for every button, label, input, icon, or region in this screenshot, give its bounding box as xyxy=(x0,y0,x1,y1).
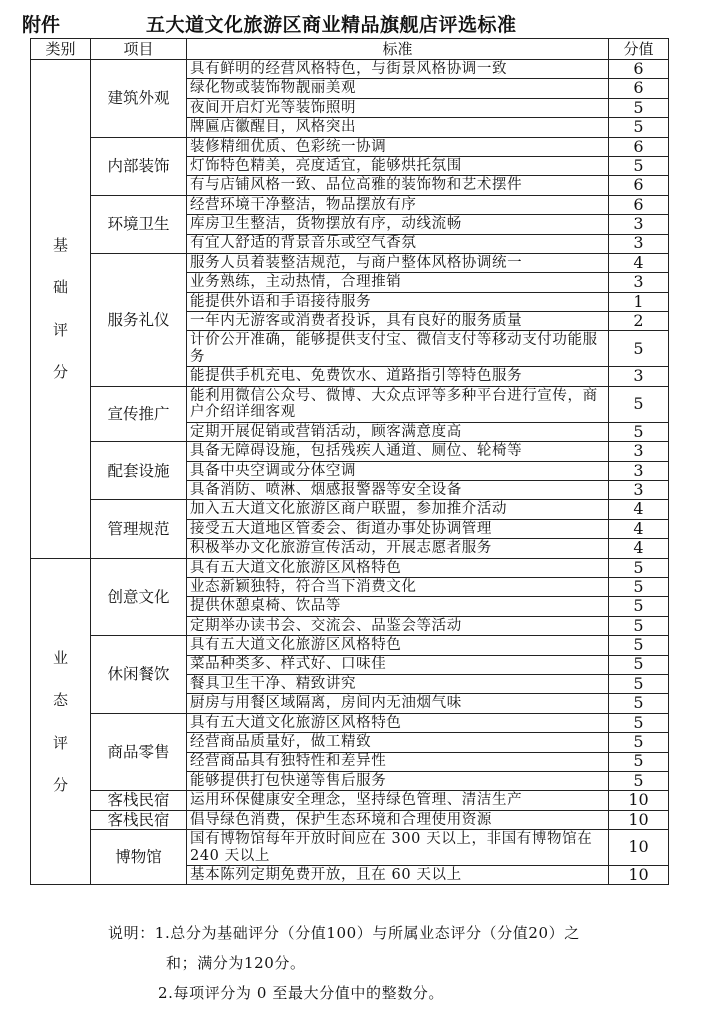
criteria-cell: 业务熟练，主动热情，合理推销 xyxy=(187,273,609,292)
score-cell: 10 xyxy=(609,830,669,866)
table-row xyxy=(31,60,669,79)
table-row xyxy=(31,500,669,519)
score-cell: 10 xyxy=(609,791,669,810)
criteria-cell: 牌匾店徽醒目，风格突出 xyxy=(187,118,609,137)
score-cell: 5 xyxy=(609,98,669,117)
criteria-cell: 计价公开准确，能够提供支付宝、微信支付等移动支付功能服务 xyxy=(187,331,609,367)
criteria-cell: 能够提供打包快递等售后服务 xyxy=(187,771,609,790)
criteria-cell: 绿化物或装饰物靓丽美观 xyxy=(187,79,609,98)
criteria-cell: 厨房与用餐区域隔离，房间内无油烟气味 xyxy=(187,694,609,713)
score-cell: 4 xyxy=(609,253,669,272)
score-cell: 5 xyxy=(609,422,669,441)
score-cell: 6 xyxy=(609,176,669,195)
score-cell: 10 xyxy=(609,866,669,885)
item-cell: 配套设施 xyxy=(91,442,187,500)
score-cell: 5 xyxy=(609,331,669,367)
category-char: 评 xyxy=(52,733,68,752)
score-cell: 5 xyxy=(609,694,669,713)
criteria-cell: 积极举办文化旅游宣传活动，开展志愿者服务 xyxy=(187,539,609,558)
note-line-1: 说明：1.总分为基础评分（分值100）与所属业态评分（分值20）之 xyxy=(108,924,580,942)
item-cell: 内部装饰 xyxy=(91,137,187,195)
criteria-cell: 具备中央空调或分体空调 xyxy=(187,461,609,480)
score-cell: 5 xyxy=(609,713,669,732)
attachment-label: 附件 xyxy=(22,14,61,36)
table-header-row xyxy=(31,39,669,60)
score-cell: 3 xyxy=(609,367,669,386)
criteria-cell: 灯饰特色精美，亮度适宜，能够烘托氛围 xyxy=(187,156,609,175)
item-cell: 客栈民宿 xyxy=(91,791,187,810)
score-cell: 5 xyxy=(609,616,669,635)
item-cell: 宣传推广 xyxy=(91,386,187,441)
criteria-cell: 经营商品质量好，做工精致 xyxy=(187,733,609,752)
score-cell: 4 xyxy=(609,539,669,558)
category-cell xyxy=(31,558,91,885)
item-cell: 建筑外观 xyxy=(91,60,187,138)
score-cell: 5 xyxy=(609,577,669,596)
criteria-cell: 具有五大道文化旅游区风格特色 xyxy=(187,713,609,732)
score-cell: 4 xyxy=(609,500,669,519)
category-cell xyxy=(31,60,91,559)
score-cell: 5 xyxy=(609,752,669,771)
criteria-cell: 基本陈列定期免费开放，且在 60 天以上 xyxy=(187,866,609,885)
category-char: 分 xyxy=(52,776,68,795)
score-cell: 1 xyxy=(609,292,669,311)
score-cell: 5 xyxy=(609,558,669,577)
criteria-cell: 能提供外语和手语接待服务 xyxy=(187,292,609,311)
criteria-cell: 餐具卫生干净、精致讲究 xyxy=(187,674,609,693)
criteria-cell: 业态新颖独特，符合当下消费文化 xyxy=(187,577,609,596)
table-row xyxy=(31,195,669,214)
notes xyxy=(108,918,668,1008)
criteria-cell: 菜品种类多、样式好、口味佳 xyxy=(187,655,609,674)
score-cell: 5 xyxy=(609,118,669,137)
score-cell: 6 xyxy=(609,79,669,98)
score-cell: 3 xyxy=(609,461,669,480)
criteria-cell: 具有五大道文化旅游区风格特色 xyxy=(187,636,609,655)
score-cell: 5 xyxy=(609,733,669,752)
score-cell: 6 xyxy=(609,195,669,214)
table-body xyxy=(31,60,669,885)
criteria-cell: 定期开展促销或营销活动，顾客满意度高 xyxy=(187,422,609,441)
table-row xyxy=(31,810,669,829)
column-header-score: 分值 xyxy=(609,39,669,60)
table-row xyxy=(31,253,669,272)
table-row xyxy=(31,830,669,866)
criteria-cell: 加入五大道文化旅游区商户联盟，参加推介活动 xyxy=(187,500,609,519)
item-cell: 服务礼仪 xyxy=(91,253,187,386)
score-cell: 3 xyxy=(609,234,669,253)
table-row xyxy=(31,713,669,732)
score-cell: 6 xyxy=(609,137,669,156)
column-header-item: 项目 xyxy=(91,39,187,60)
category-char: 业 xyxy=(52,648,68,667)
table-row xyxy=(31,137,669,156)
note-line-2: 2.每项评分为 0 至最大分值中的整数分。 xyxy=(158,984,444,1002)
table-row xyxy=(31,791,669,810)
criteria-cell: 国有博物馆每年开放时间应在 300 天以上，非国有博物馆在 240 天以上 xyxy=(187,830,609,866)
criteria-cell: 具有五大道文化旅游区风格特色 xyxy=(187,558,609,577)
criteria-cell: 具有鲜明的经营风格特色，与街景风格协调一致 xyxy=(187,60,609,79)
item-cell: 创意文化 xyxy=(91,558,187,636)
column-header-category: 类别 xyxy=(31,39,91,60)
score-cell: 5 xyxy=(609,636,669,655)
category-char: 分 xyxy=(52,363,68,382)
criteria-cell: 一年内无游客或消费者投诉，具有良好的服务质量 xyxy=(187,312,609,331)
score-cell: 5 xyxy=(609,156,669,175)
criteria-cell: 有宜人舒适的背景音乐或空气香氛 xyxy=(187,234,609,253)
score-cell: 3 xyxy=(609,481,669,500)
item-cell: 客栈民宿 xyxy=(91,810,187,829)
category-char: 础 xyxy=(52,278,68,297)
score-cell: 2 xyxy=(609,312,669,331)
criteria-cell: 服务人员着装整洁规范，与商户整体风格协调统一 xyxy=(187,253,609,272)
score-cell: 10 xyxy=(609,810,669,829)
column-header-criteria: 标准 xyxy=(187,39,609,60)
category-char: 态 xyxy=(52,691,68,710)
table-row xyxy=(31,636,669,655)
criteria-cell: 具备消防、喷淋、烟感报警器等安全设备 xyxy=(187,481,609,500)
criteria-cell: 具备无障碍设施，包括残疾人通道、厕位、轮椅等 xyxy=(187,442,609,461)
item-cell: 管理规范 xyxy=(91,500,187,558)
score-cell: 3 xyxy=(609,215,669,234)
category-char: 基 xyxy=(52,235,68,254)
criteria-cell: 经营环境干净整洁，物品摆放有序 xyxy=(187,195,609,214)
score-cell: 4 xyxy=(609,519,669,538)
score-cell: 5 xyxy=(609,386,669,422)
criteria-cell: 定期举办读书会、交流会、品鉴会等活动 xyxy=(187,616,609,635)
criteria-cell: 有与店铺风格一致、品位高雅的装饰物和艺术摆件 xyxy=(187,176,609,195)
item-cell: 休闲餐饮 xyxy=(91,636,187,714)
criteria-cell: 库房卫生整洁，货物摆放有序，动线流畅 xyxy=(187,215,609,234)
item-cell: 博物馆 xyxy=(91,830,187,885)
table-row xyxy=(31,558,669,577)
note-line-1-continued: 和；满分为120分。 xyxy=(166,954,306,972)
item-cell: 商品零售 xyxy=(91,713,187,791)
score-cell: 5 xyxy=(609,597,669,616)
page-title: 五大道文化旅游区商业精品旗舰店评选标准 xyxy=(146,14,517,36)
score-cell: 5 xyxy=(609,655,669,674)
score-cell: 6 xyxy=(609,60,669,79)
table-row xyxy=(31,386,669,422)
criteria-cell: 接受五大道地区管委会、街道办事处协调管理 xyxy=(187,519,609,538)
criteria-cell: 能提供手机充电、免费饮水、道路指引等特色服务 xyxy=(187,367,609,386)
score-cell: 5 xyxy=(609,771,669,790)
criteria-cell: 装修精细优质、色彩统一协调 xyxy=(187,137,609,156)
item-cell: 环境卫生 xyxy=(91,195,187,253)
criteria-cell: 提供休憩桌椅、饮品等 xyxy=(187,597,609,616)
score-cell: 5 xyxy=(609,674,669,693)
score-cell: 3 xyxy=(609,442,669,461)
score-cell: 3 xyxy=(609,273,669,292)
criteria-cell: 经营商品具有独特性和差异性 xyxy=(187,752,609,771)
category-char: 评 xyxy=(52,320,68,339)
criteria-cell: 倡导绿色消费，保护生态环境和合理使用资源 xyxy=(187,810,609,829)
table-row xyxy=(31,442,669,461)
criteria-cell: 夜间开启灯光等装饰照明 xyxy=(187,98,609,117)
criteria-cell: 能利用微信公众号、微博、大众点评等多种平台进行宣传，商户介绍详细客观 xyxy=(187,386,609,422)
criteria-table xyxy=(30,38,669,885)
criteria-cell: 运用环保健康安全理念，坚持绿色管理、清洁生产 xyxy=(187,791,609,810)
